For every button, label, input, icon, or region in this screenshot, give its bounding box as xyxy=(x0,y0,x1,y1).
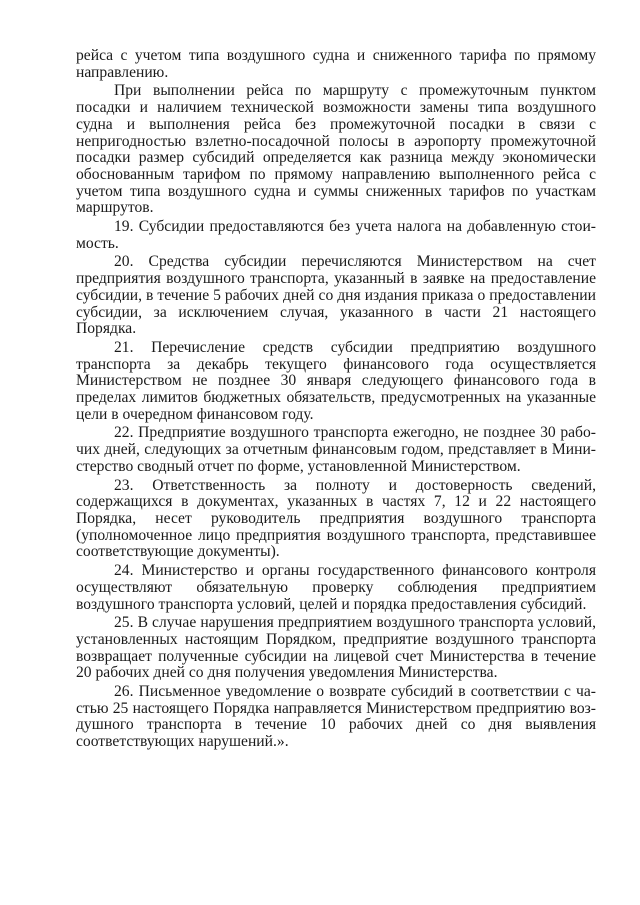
paragraph-21: 21. Перечисление средств субсидии предприятию воздушного транспорта за декабрь текущего финансового года осуществляется Министерством не позднее 30 января следующего финансового года в пределах лимитов бюджетных обязательств, предусмотренных на указанные цели в очередном финансовом году. xyxy=(76,338,596,423)
paragraph-continuation: рейса с учетом типа воздушного судна и сниженного тарифа по прямому направлению. xyxy=(76,47,596,81)
paragraph-20: 20. Средства субсидии перечисляются Министерством на счет предприятия воздушного транспорта, указанный в заявке на предоставление субсидии, в течение 5 рабочих дней со дня издания приказа о предоставлении субсидии, за исключением случая, указанного в части 21 настоящего Порядка. xyxy=(76,253,596,338)
paragraph-25: 25. В случае нарушения предприятием воздушного транспорта условий, установленных настоящим Порядком, предприятие воздушного транспорта возвращает полученные субсидии на лицевой счет Министерства в течение 20 рабочих дней со дня получения уведомления Министерства. xyxy=(76,614,596,682)
paragraph-23: 23. Ответственность за полноту и достоверность сведений, содержащихся в документах, указанных в частях 7, 12 и 22 настоящего Порядка, несет руководитель предприятия воздушного транспорта (уполномоченное лицо предприятия воздушного транспорта, представившее соответствующие документы). xyxy=(76,476,596,561)
paragraph-intermediate-stop: При выполнении рейса по маршруту с промежуточным пунктом посадки и наличием технической возможности замены типа воздушного судна и выполнения рейса без промежуточной посадки в связи с непригодностью взлетно-посадочной полосы в аэропорту промежуточной посадки размер субсидий определяется как разница между экономически обоснованным тарифом по прямому направлению выполненного рейса с учетом типа воздушного судна и суммы сниженных тарифов по участкам маршрутов. xyxy=(76,82,596,217)
paragraph-22: 22. Предприятие воздушного транспорта ежегодно, не позднее 30 рабочих дней, следующих за отчетным финансовым годом, представляет в Министерство сводный отчет по форме, установленной Министерством. xyxy=(76,424,596,475)
paragraph-24: 24. Министерство и органы государственного финансового контроля осуществляют обязательную проверку соблюдения предприятием воздушного транспорта условий, целей и порядка предоставления субсидий. xyxy=(76,562,596,613)
paragraph-26: 26. Письменное уведомление о возврате субсидий в соответствии с частью 25 настоящего Порядка направляется Министерством предприятию воздушного транспорта в течение 10 рабочих дней со дня выявления соответствующих нарушений.». xyxy=(76,683,596,751)
paragraph-19: 19. Субсидии предоставляются без учета налога на добавленную стоимость. xyxy=(76,218,596,252)
document-page xyxy=(76,48,596,751)
